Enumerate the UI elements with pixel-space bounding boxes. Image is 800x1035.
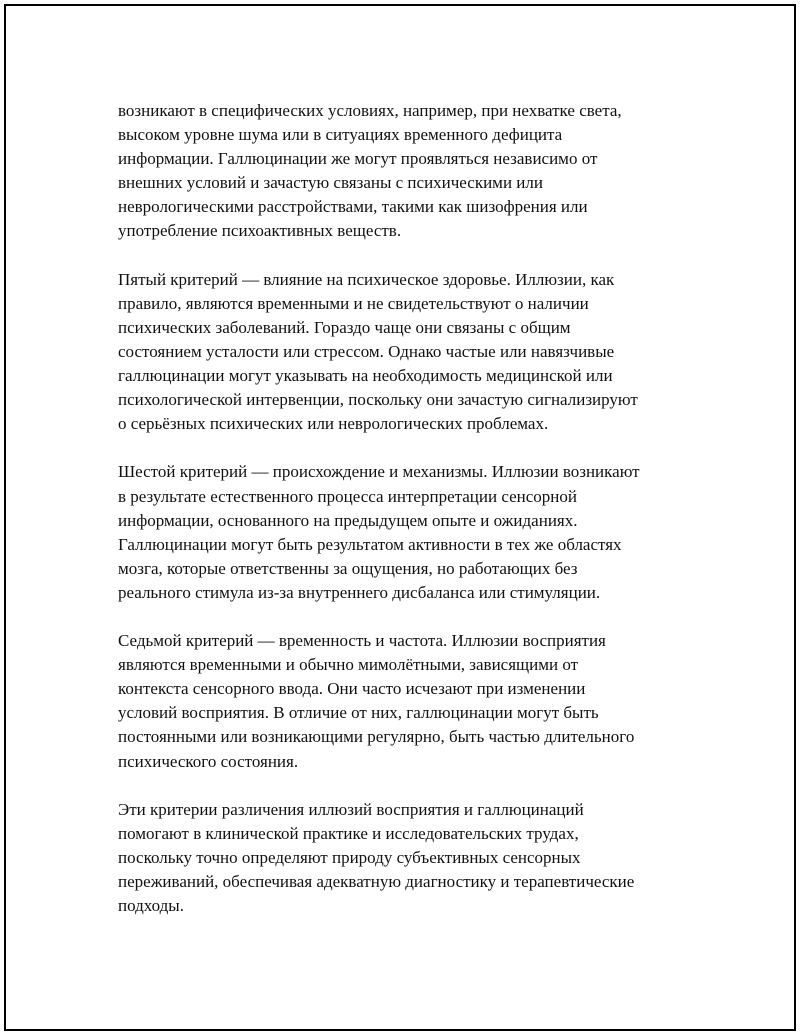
text-line: психического состояния.	[118, 751, 299, 771]
text-line: реального стимула из-за внутреннего дисбаланса или стимуляции.	[118, 582, 601, 602]
text-line: Пятый критерий — влияние на психическое здоровье. Иллюзии, как	[118, 269, 615, 289]
text-line: Эти критерии различения иллюзий восприятия и галлюцинаций	[118, 799, 584, 819]
text-line: правило, являются временными и не свидетельствуют о наличии	[118, 293, 589, 313]
paragraph-2	[118, 268, 698, 437]
paragraph-5	[118, 798, 698, 918]
text-line: внешних условий и зачастую связаны с психическими или	[118, 173, 543, 193]
text-line: информации. Галлюцинации же могут проявляться независимо от	[118, 149, 598, 169]
document-body	[118, 99, 698, 942]
text-line: контекста сенсорного ввода. Они часто исчезают при изменении	[118, 679, 586, 699]
text-line: состоянием усталости или стрессом. Однако частые или навязчивые	[118, 341, 615, 361]
text-line: информации, основанного на предыдущем опыте и ожиданиях.	[118, 510, 578, 530]
text-line: психологической интервенции, поскольку они зачастую сигнализируют	[118, 390, 638, 410]
text-line: мозга, которые ответственны за ощущения, но работающих без	[118, 558, 578, 578]
text-line: постоянными или возникающими регулярно, быть частью длительного	[118, 727, 635, 747]
text-line: переживаний, обеспечивая адекватную диагностику и терапевтические	[118, 872, 635, 891]
text-line: Шестой критерий — происхождение и механизмы. Иллюзии возникают	[118, 462, 640, 482]
paragraph-3	[118, 460, 698, 605]
text-line: условий восприятия. В отличие от них, галлюцинации могут быть	[118, 703, 599, 723]
text-line: употребление психоактивных веществ.	[118, 221, 402, 241]
text-line: подходы.	[118, 896, 184, 916]
text-line: галлюцинации могут указывать на необходимость медицинской или	[118, 366, 613, 386]
paragraph-1	[118, 99, 698, 244]
text-line: помогают в клинической практике и исследовательских трудах,	[118, 823, 579, 843]
text-line: Седьмой критерий — временность и частота. Иллюзии восприятия	[118, 631, 606, 651]
text-line: о серьёзных психических или неврологических проблемах.	[118, 414, 549, 434]
text-line: психических заболеваний. Гораздо чаще они связаны с общим	[118, 317, 571, 337]
text-line: в результате естественного процесса интерпретации сенсорной	[118, 486, 577, 506]
paragraph-4	[118, 629, 698, 774]
text-line: неврологическими расстройствами, такими как шизофрения или	[118, 197, 588, 217]
text-line: являются временными и обычно мимолётными, зависящими от	[118, 655, 579, 675]
page-frame	[4, 4, 796, 1031]
text-line: поскольку точно определяют природу субъективных сенсорных	[118, 847, 581, 867]
text-line: Галлюцинации могут быть результатом активности в тех же областях	[118, 534, 622, 554]
text-line: возникают в специфических условиях, например, при нехватке света,	[118, 101, 622, 120]
text-line: высоком уровне шума или в ситуациях временного дефицита	[118, 125, 563, 145]
